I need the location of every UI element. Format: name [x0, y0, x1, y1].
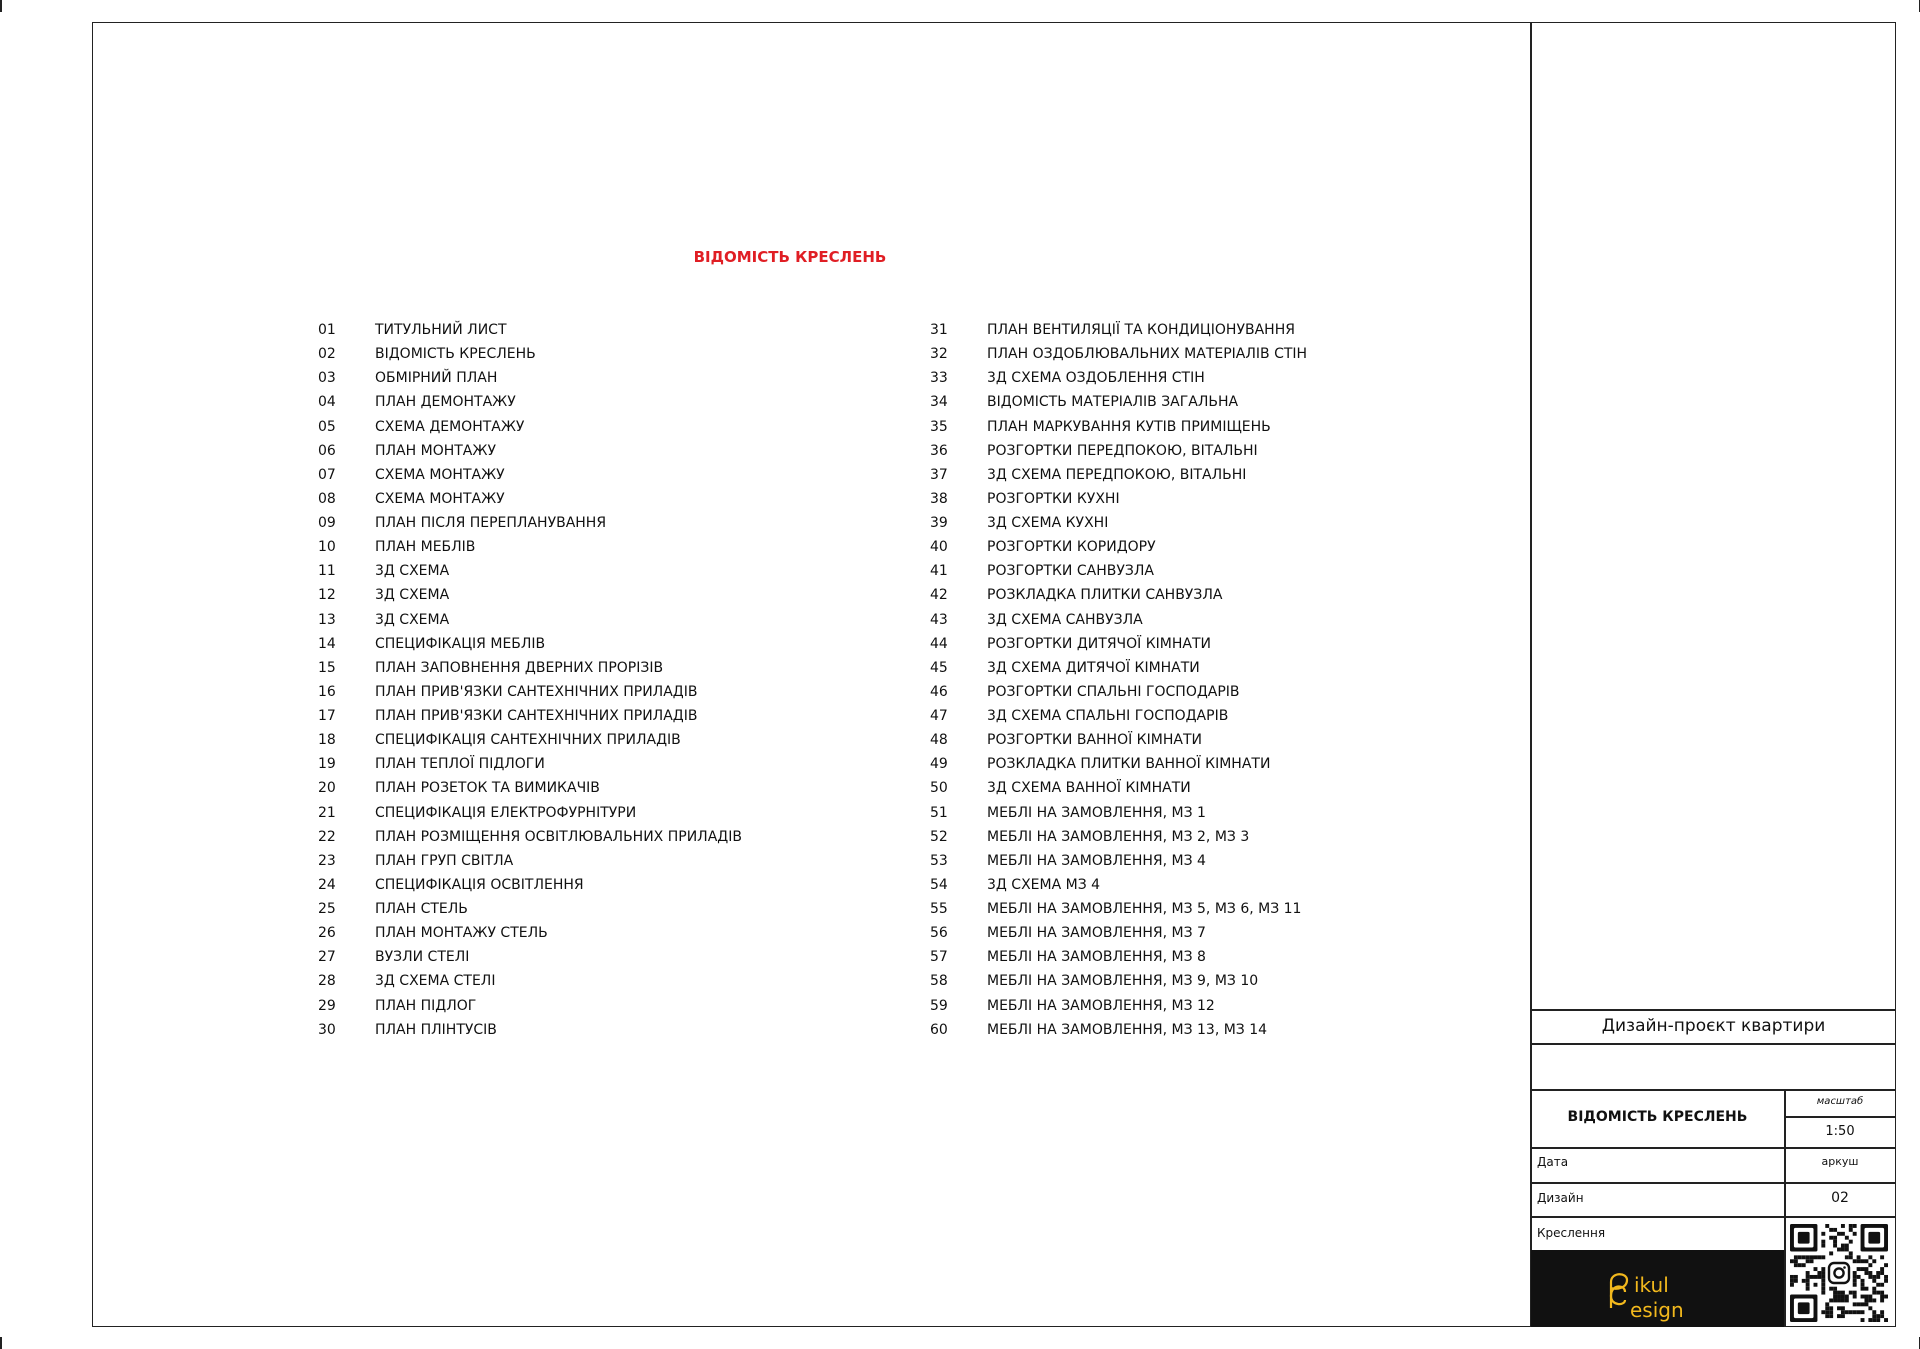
drawing-number: 60: [930, 1021, 948, 1038]
tb-line: [1531, 1147, 1896, 1149]
drawing-name: РОЗГОРТКИ КУХНІ: [987, 490, 1120, 507]
drawing-number: 55: [930, 901, 948, 918]
drawing-number: 08: [318, 490, 336, 507]
date-label: Дата: [1537, 1155, 1569, 1169]
drawing-name: ПЛАН МОНТАЖУ: [375, 442, 496, 459]
svg-text:ikul: ikul: [1634, 1273, 1669, 1297]
drawing-name: ВУЗЛИ СТЕЛІ: [375, 949, 470, 966]
drawings-list-left: [318, 318, 938, 1042]
drawing-number: 34: [930, 394, 948, 411]
drawing-row: [930, 439, 1550, 463]
drawing-name: ВІДОМІСТЬ КРЕСЛЕНЬ: [375, 346, 536, 363]
drawing-name: РОЗГОРТКИ ВАННОЇ КІМНАТИ: [987, 732, 1202, 749]
drawing-name: ПЛАН ПІДЛОГ: [375, 997, 477, 1014]
drawing-name: МЕБЛІ НА ЗАМОВЛЕННЯ, МЗ 12: [987, 997, 1215, 1014]
drawing-row: [318, 752, 938, 776]
drawing-number: 03: [318, 370, 336, 387]
drawing-row: [318, 608, 938, 632]
drawing-row: [930, 415, 1550, 439]
drawing-row: [318, 969, 938, 993]
drawing-name: 3Д СХЕМА СПАЛЬНІ ГОСПОДАРІВ: [987, 708, 1229, 725]
drawing-name: 3Д СХЕМА КУХНІ: [987, 515, 1109, 532]
drawing-number: 19: [318, 756, 336, 773]
drawing-number: 07: [318, 466, 336, 483]
drawing-row: [318, 994, 938, 1018]
drawing-name: ТИТУЛЬНИЙ ЛИСТ: [375, 322, 507, 339]
drawing-number: 16: [318, 683, 336, 700]
drawing-name: ПЛАН СТЕЛЬ: [375, 901, 468, 918]
drawing-name: МЕБЛІ НА ЗАМОВЛЕННЯ, МЗ 4: [987, 852, 1206, 869]
drawing-number: 29: [318, 997, 336, 1014]
drawing-row: [930, 776, 1550, 800]
drawing-name: ВІДОМІСТЬ МАТЕРІАЛІВ ЗАГАЛЬНА: [987, 394, 1239, 411]
drawing-name: ПЛАН ГРУП СВІТЛА: [375, 852, 514, 869]
drawing-row: [930, 873, 1550, 897]
corner-mark-bottom-left: [0, 1337, 2, 1349]
drawing-number: 13: [318, 611, 336, 628]
drawing-number: 49: [930, 756, 948, 773]
drawing-number: 09: [318, 515, 336, 532]
drawing-name: СХЕМА МОНТАЖУ: [375, 466, 505, 483]
design-label: Дизайн: [1537, 1191, 1584, 1205]
drawing-row: [318, 632, 938, 656]
drawing-row: [318, 318, 938, 342]
drawing-name: ПЛАН МОНТАЖУ СТЕЛЬ: [375, 925, 548, 942]
drawing-number: 11: [318, 563, 336, 580]
drawing-name: ПЛАН ДЕМОНТАЖУ: [375, 394, 516, 411]
drawing-number: 54: [930, 876, 948, 893]
drawing-row: [930, 632, 1550, 656]
drawing-name: РОЗГОРТКИ СПАЛЬНІ ГОСПОДАРІВ: [987, 683, 1240, 700]
drawing-number: 28: [318, 973, 336, 990]
drawing-row: [930, 921, 1550, 945]
drawing-name: ПЛАН ВЕНТИЛЯЦІЇ ТА КОНДИЦІОНУВАННЯ: [987, 322, 1295, 339]
drawing-number: 38: [930, 490, 948, 507]
drawing-row: [318, 728, 938, 752]
drawing-name: ПЛАН ТЕПЛОЇ ПІДЛОГИ: [375, 756, 545, 773]
drawing-row: [318, 439, 938, 463]
drawing-name: 3Д СХЕМА ВАННОЇ КІМНАТИ: [987, 780, 1191, 797]
drawing-row: [930, 559, 1550, 583]
tb-line: [1531, 1216, 1896, 1218]
drawing-name: СХЕМА МОНТАЖУ: [375, 490, 505, 507]
drawing-row: [930, 390, 1550, 414]
drawing-name: МЕБЛІ НА ЗАМОВЛЕННЯ, МЗ 5, МЗ 6, МЗ 11: [987, 901, 1302, 918]
sheet-name: ВІДОМІСТЬ КРЕСЛЕНЬ: [1567, 1109, 1748, 1125]
drawing-name: ПЛАН МЕБЛІВ: [375, 539, 476, 556]
drawing-row: [930, 318, 1550, 342]
logo: [1531, 1250, 1784, 1327]
drawing-number: 33: [930, 370, 948, 387]
corner-mark-top-left: [0, 0, 2, 12]
drafting-label: Креслення: [1537, 1226, 1606, 1240]
scale-value: 1:50: [1825, 1124, 1855, 1139]
drawing-name: МЕБЛІ НА ЗАМОВЛЕННЯ, МЗ 8: [987, 949, 1206, 966]
drawing-row: [930, 487, 1550, 511]
drawing-row: [318, 704, 938, 728]
drawing-row: [930, 583, 1550, 607]
drawing-row: [318, 849, 938, 873]
drawing-number: 58: [930, 973, 948, 990]
drawing-name: ПЛАН ПРИВ'ЯЗКИ САНТЕХНІЧНИХ ПРИЛАДІВ: [375, 708, 698, 725]
drawing-name: СПЕЦИФІКАЦІЯ ЕЛЕКТРОФУРНІТУРИ: [375, 804, 637, 821]
drawing-number: 25: [318, 901, 336, 918]
drawing-number: 21: [318, 804, 336, 821]
drawing-number: 42: [930, 587, 948, 604]
drawing-number: 22: [318, 828, 336, 845]
tb-line: [1784, 1116, 1896, 1118]
drawing-name: СХЕМА ДЕМОНТАЖУ: [375, 418, 525, 435]
drawing-row: [930, 704, 1550, 728]
drawing-name: СПЕЦИФІКАЦІЯ МЕБЛІВ: [375, 635, 546, 652]
drawing-name: МЕБЛІ НА ЗАМОВЛЕННЯ, МЗ 2, МЗ 3: [987, 828, 1250, 845]
drawing-row: [318, 559, 938, 583]
drawing-number: 56: [930, 925, 948, 942]
drawing-number: 43: [930, 611, 948, 628]
drawing-row: [930, 535, 1550, 559]
drawing-row: [318, 680, 938, 704]
drawing-row: [318, 897, 938, 921]
drawing-name: ПЛАН ОЗДОБЛЮВАЛЬНИХ МАТЕРІАЛІВ СТІН: [987, 346, 1308, 363]
drawing-number: 06: [318, 442, 336, 459]
drawing-number: 27: [318, 949, 336, 966]
drawing-row: [930, 511, 1550, 535]
drawing-name: МЕБЛІ НА ЗАМОВЛЕННЯ, МЗ 1: [987, 804, 1206, 821]
drawing-name: РОЗГОРТКИ КОРИДОРУ: [987, 539, 1156, 556]
drawing-name: МЕБЛІ НА ЗАМОВЛЕННЯ, МЗ 13, МЗ 14: [987, 1021, 1268, 1038]
drawings-list-right: [930, 318, 1550, 1042]
drawing-row: [318, 825, 938, 849]
drawing-row: [930, 994, 1550, 1018]
drawing-row: [318, 535, 938, 559]
drawing-row: [930, 366, 1550, 390]
drawing-row: [930, 969, 1550, 993]
drawing-name: МЕБЛІ НА ЗАМОВЛЕННЯ, МЗ 7: [987, 925, 1206, 942]
sheet-number: 02: [1831, 1190, 1849, 1206]
drawing-name: ПЛАН МАРКУВАННЯ КУТІВ ПРИМІЩЕНЬ: [987, 418, 1271, 435]
drawing-row: [930, 897, 1550, 921]
drawing-name: ПЛАН ЗАПОВНЕННЯ ДВЕРНИХ ПРОРІЗІВ: [375, 659, 664, 676]
drawing-name: РОЗГОРТКИ ПЕРЕДПОКОЮ, ВІТАЛЬНІ: [987, 442, 1258, 459]
drawing-row: [930, 849, 1550, 873]
drawing-number: 53: [930, 852, 948, 869]
drawing-number: 46: [930, 683, 948, 700]
drawing-number: 39: [930, 515, 948, 532]
drawing-name: МЕБЛІ НА ЗАМОВЛЕННЯ, МЗ 9, МЗ 10: [987, 973, 1259, 990]
drawing-number: 15: [318, 659, 336, 676]
drawing-name: 3Д СХЕМА ПЕРЕДПОКОЮ, ВІТАЛЬНІ: [987, 466, 1247, 483]
drawing-number: 45: [930, 659, 948, 676]
drawing-number: 52: [930, 828, 948, 845]
drawing-name: 3Д СХЕМА МЗ 4: [987, 876, 1101, 893]
svg-text:esign: esign: [1630, 1298, 1684, 1322]
drawing-row: [318, 873, 938, 897]
drawing-row: [318, 921, 938, 945]
drawing-name: РОЗКЛАДКА ПЛИТКИ САНВУЗЛА: [987, 587, 1223, 604]
drawing-row: [318, 945, 938, 969]
drawing-name: ПЛАН ПІСЛЯ ПЕРЕПЛАНУВАННЯ: [375, 515, 607, 532]
drawing-number: 02: [318, 346, 336, 363]
drawing-name: 3Д СХЕМА: [375, 611, 450, 628]
drawing-number: 57: [930, 949, 948, 966]
drawing-name: 3Д СХЕМА СТЕЛІ: [375, 973, 496, 990]
drawing-number: 10: [318, 539, 336, 556]
project-title: Дизайн-проєкт квартири: [1601, 1016, 1826, 1036]
drawing-row: [318, 366, 938, 390]
drawing-row: [930, 1018, 1550, 1042]
drawing-name: ПЛАН РОЗЕТОК ТА ВИМИКАЧІВ: [375, 780, 600, 797]
drawing-number: 48: [930, 732, 948, 749]
drawing-row: [318, 776, 938, 800]
drawing-name: СПЕЦИФІКАЦІЯ САНТЕХНІЧНИХ ПРИЛАДІВ: [375, 732, 681, 749]
drawing-row: [318, 463, 938, 487]
drawing-number: 20: [318, 780, 336, 797]
drawing-number: 05: [318, 418, 336, 435]
drawing-name: 3Д СХЕМА: [375, 587, 450, 604]
drawing-number: 26: [318, 925, 336, 942]
drawing-name: 3Д СХЕМА: [375, 563, 450, 580]
drawing-number: 18: [318, 732, 336, 749]
drawing-number: 14: [318, 635, 336, 652]
drawing-name: 3Д СХЕМА ДИТЯЧОЇ КІМНАТИ: [987, 659, 1200, 676]
drawing-name: ОБМІРНИЙ ПЛАН: [375, 370, 498, 387]
drawing-row: [318, 487, 938, 511]
drawing-row: [318, 342, 938, 366]
drawing-row: [930, 752, 1550, 776]
drawing-name: 3Д СХЕМА САНВУЗЛА: [987, 611, 1143, 628]
drawing-row: [318, 415, 938, 439]
drawing-row: [318, 656, 938, 680]
drawing-number: 32: [930, 346, 948, 363]
drawing-number: 30: [318, 1021, 336, 1038]
sheet-label: аркуш: [1821, 1155, 1859, 1168]
drawing-row: [930, 680, 1550, 704]
drawing-number: 37: [930, 466, 948, 483]
drawing-number: 35: [930, 418, 948, 435]
drawing-name: СПЕЦИФІКАЦІЯ ОСВІТЛЕННЯ: [375, 876, 584, 893]
drawing-name: РОЗГОРТКИ ДИТЯЧОЇ КІМНАТИ: [987, 635, 1212, 652]
drawing-row: [318, 390, 938, 414]
qr-code-icon[interactable]: [1790, 1224, 1888, 1322]
scale-label: масштаб: [1816, 1096, 1864, 1107]
tb-line: [1531, 1009, 1896, 1011]
drawing-row: [318, 583, 938, 607]
drawing-number: 36: [930, 442, 948, 459]
drawing-name: ПЛАН РОЗМІЩЕННЯ ОСВІТЛЮВАЛЬНИХ ПРИЛАДІВ: [375, 828, 742, 845]
drawing-number: 40: [930, 539, 948, 556]
drawing-number: 50: [930, 780, 948, 797]
drawing-number: 59: [930, 997, 948, 1014]
tb-line: [1531, 1182, 1896, 1184]
drawing-row: [318, 511, 938, 535]
drawing-row: [930, 463, 1550, 487]
drawing-name: ПЛАН ПРИВ'ЯЗКИ САНТЕХНІЧНИХ ПРИЛАДІВ: [375, 683, 698, 700]
drawing-number: 44: [930, 635, 948, 652]
drawing-row: [930, 801, 1550, 825]
drawing-name: 3Д СХЕМА ОЗДОБЛЕННЯ СТІН: [987, 370, 1205, 387]
drawing-row: [930, 608, 1550, 632]
drawing-number: 31: [930, 322, 948, 339]
drawing-row: [930, 728, 1550, 752]
drawing-number: 04: [318, 394, 336, 411]
drawing-row: [930, 342, 1550, 366]
drawing-row: [930, 825, 1550, 849]
drawing-row: [930, 945, 1550, 969]
drawing-row: [318, 801, 938, 825]
drawing-number: 41: [930, 563, 948, 580]
drawing-number: 23: [318, 852, 336, 869]
drawing-row: [318, 1018, 938, 1042]
instagram-icon: [1827, 1261, 1851, 1285]
drawing-row: [930, 656, 1550, 680]
drawing-number: 01: [318, 322, 336, 339]
drawing-name: РОЗГОРТКИ САНВУЗЛА: [987, 563, 1154, 580]
drawing-number: 17: [318, 708, 336, 725]
drawing-name: РОЗКЛАДКА ПЛИТКИ ВАННОЇ КІМНАТИ: [987, 756, 1271, 773]
drawing-number: 47: [930, 708, 948, 725]
sheet-title: ВІДОМІСТЬ КРЕСЛЕНЬ: [693, 248, 887, 266]
pikul-design-logo: [1531, 1250, 1784, 1327]
tb-line: [1531, 1089, 1896, 1091]
drawing-name: ПЛАН ПЛІНТУСІВ: [375, 1021, 497, 1038]
tb-line: [1531, 1043, 1896, 1045]
drawing-number: 12: [318, 587, 336, 604]
drawing-number: 24: [318, 876, 336, 893]
drawing-number: 51: [930, 804, 948, 821]
